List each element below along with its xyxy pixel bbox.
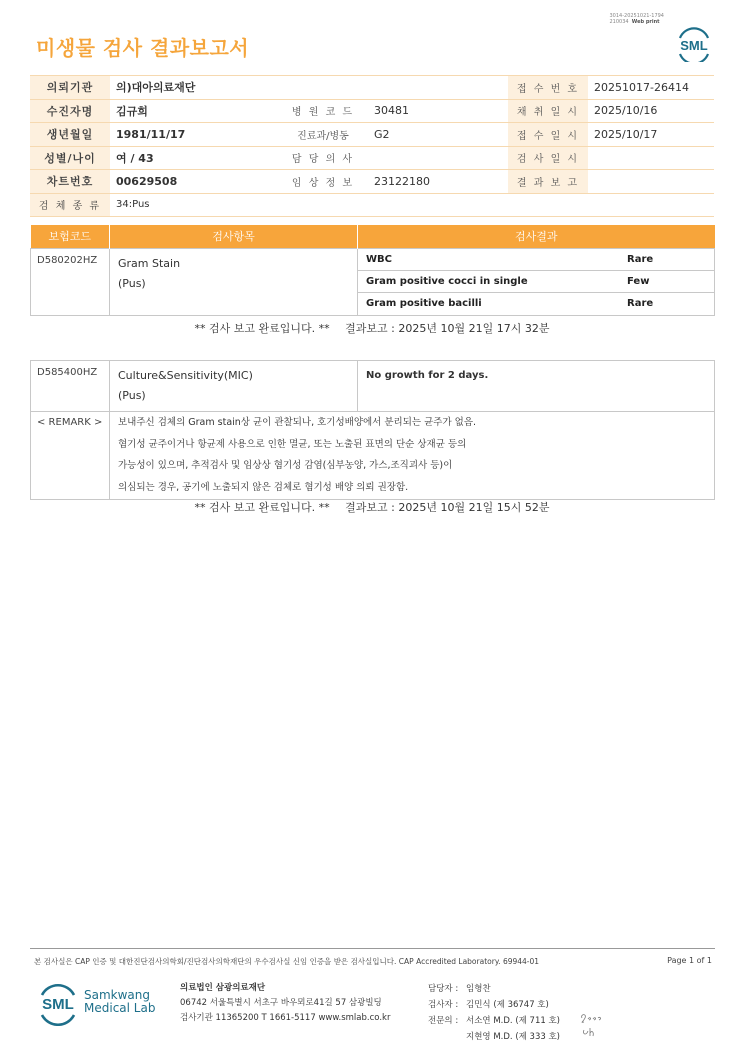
print-meta [609, 13, 664, 25]
receipt-date-value: 2025/10/17 [588, 123, 714, 147]
staff-role: 담당자 : [428, 984, 459, 994]
staff-name: 서소연 M.D. (제 711 호) [466, 1016, 561, 1026]
patient-info-table [30, 75, 714, 217]
staff-role [428, 1029, 466, 1045]
test1-item-name: Gram Stain [118, 256, 181, 270]
org-contact: 검사기관 11365200 T 1661-5117 www.smlab.co.kr [180, 1013, 391, 1023]
dept-label: 진료과/병동 [278, 123, 368, 147]
test1-code: D580202HZ [31, 248, 110, 315]
test2-item [110, 361, 358, 412]
remark-line: 의심되는 경우, 공기에 노출되지 않은 검체로 혐기성 배양 의뢰 권장함. [118, 481, 409, 493]
staff-role: 전문의 : [428, 1016, 459, 1026]
staff-role: 검사자 : [428, 1000, 459, 1010]
footer-staff [428, 981, 560, 1045]
staff-row [428, 981, 560, 997]
chart-label: 차트번호 [30, 170, 110, 194]
sex-age-value: 여 / 43 [110, 146, 278, 170]
receipt-no-value: 20251017-26414 [588, 76, 714, 100]
name-label: 수진자명 [30, 99, 110, 123]
test2-item-name: Culture&Sensitivity(MIC) [118, 369, 253, 382]
remark-line: 혐기성 균주이거나 항균제 사용으로 인한 멸균, 또는 노출된 표면의 단순 상재균 등의 [118, 438, 467, 450]
test2-complete-line [0, 499, 744, 515]
print-meta-web: Web print [631, 19, 660, 25]
remark-line: 가능성이 있으며, 추적검사 및 임상상 혐기성 감염(심부농양, 가스,조직괴사 등)이 [118, 460, 453, 471]
dept-value: G2 [368, 123, 508, 147]
remark-label: < REMARK > [31, 412, 110, 500]
sml-logo-icon [675, 26, 713, 62]
test-date-value [588, 146, 714, 170]
brand-line2: Medical Lab [84, 1001, 156, 1015]
staff-name: 김민식 (제 36747 호) [466, 1000, 549, 1010]
specimen-label: 검 체 종 류 [30, 193, 110, 217]
page-number: Page 1 of 1 [667, 956, 712, 965]
clinical-label: 임 상 정 보 [278, 170, 368, 194]
footer-divider [30, 948, 715, 949]
chart-value: 00629508 [110, 170, 278, 194]
test2-specimen: (Pus) [118, 389, 146, 402]
requester-label: 의뢰기관 [30, 76, 110, 100]
test2-result: No growth for 2 days. [358, 361, 715, 412]
test2-report-time: 결과보고 : 2025년 10월 21일 15시 52분 [345, 501, 550, 514]
gram-stain-table [30, 225, 715, 316]
doctor-label: 담 당 의 사 [278, 146, 368, 170]
clinical-value: 23122180 [368, 170, 508, 194]
header-result: 검사결과 [358, 225, 715, 248]
staff-name: 임형찬 [466, 984, 491, 994]
hospital-code-label: 병 원 코 드 [278, 99, 368, 123]
sml-footer-logo-text: SML [42, 996, 74, 1013]
result-value: Rare [619, 249, 714, 271]
test1-report-time: 결과보고 : 2025년 10월 21일 17시 32분 [345, 322, 550, 335]
brand-line1: Samkwang [84, 988, 150, 1002]
sml-footer-logo-icon [36, 980, 80, 1026]
result-value: Few [619, 271, 714, 293]
org-address: 06742 서울특별시 서초구 바우뫼로41길 57 삼광빌딩 [180, 998, 382, 1008]
footer-org [180, 981, 390, 1026]
collect-date-value: 2025/10/16 [588, 99, 714, 123]
footer-brand [84, 989, 155, 1015]
remark-body [110, 412, 715, 500]
test1-specimen: (Pus) [118, 276, 146, 290]
header-code: 보험코드 [31, 225, 110, 248]
staff-row [428, 1029, 560, 1045]
test2-code: D585400HZ [31, 361, 110, 412]
result-name: Gram positive cocci in single [358, 271, 619, 293]
signature-icon [578, 1010, 608, 1040]
remark-line: 보내주신 검체의 Gram stain상 균이 관찰되나, 호기성배양에서 분리되는 균주가 없음. [118, 417, 477, 428]
sex-age-label: 성별/나이 [30, 146, 110, 170]
requester-value: 의)대아의료재단 [110, 76, 508, 100]
test1-done-text: ** 검사 보고 완료입니다. ** [194, 322, 330, 335]
result-row [358, 293, 714, 315]
result-row [358, 271, 714, 293]
specimen-value: 34:Pus [110, 193, 714, 217]
test-date-label: 검 사 일 시 [508, 146, 588, 170]
report-label: 결 과 보 고 [508, 170, 588, 194]
result-name: WBC [358, 249, 619, 271]
doctor-value [368, 146, 508, 170]
test1-complete-line [0, 320, 744, 336]
staff-row [428, 997, 560, 1013]
staff-name: 지현영 M.D. (제 333 호) [466, 1032, 561, 1042]
name-value: 김규희 [110, 99, 278, 123]
print-meta-line2: 210034 [609, 19, 629, 25]
collect-date-label: 채 취 일 시 [508, 99, 588, 123]
print-meta-line1: 3014-20251021-1794 [609, 13, 664, 19]
result-name: Gram positive bacilli [366, 298, 482, 310]
staff-row [428, 1013, 560, 1029]
test1-results [358, 248, 715, 315]
test2-done-text: ** 검사 보고 완료입니다. ** [194, 501, 330, 514]
birth-label: 생년월일 [30, 123, 110, 147]
header-item: 검사항목 [110, 225, 358, 248]
result-row [358, 249, 714, 271]
receipt-date-label: 접 수 일 시 [508, 123, 588, 147]
culture-table [30, 360, 715, 500]
report-value [588, 170, 714, 194]
test1-item [110, 248, 358, 315]
sml-logo-text: SML [680, 38, 708, 53]
report-title: 미생물 검사 결과보고서 [36, 36, 250, 60]
org-name: 의료법인 삼광의료재단 [180, 983, 266, 993]
birth-value: 1981/11/17 [110, 123, 278, 147]
hospital-code-value: 30481 [368, 99, 508, 123]
cap-note: 본 검사실은 CAP 인증 및 대한진단검사의학회/진단검사의학재단의 우수검사실 신임 인증을 받은 검사실입니다. CAP Accredited Laboratory. 69944-01 [34, 957, 540, 966]
result-value: Rare [627, 298, 654, 310]
receipt-no-label: 접 수 번 호 [508, 76, 588, 100]
